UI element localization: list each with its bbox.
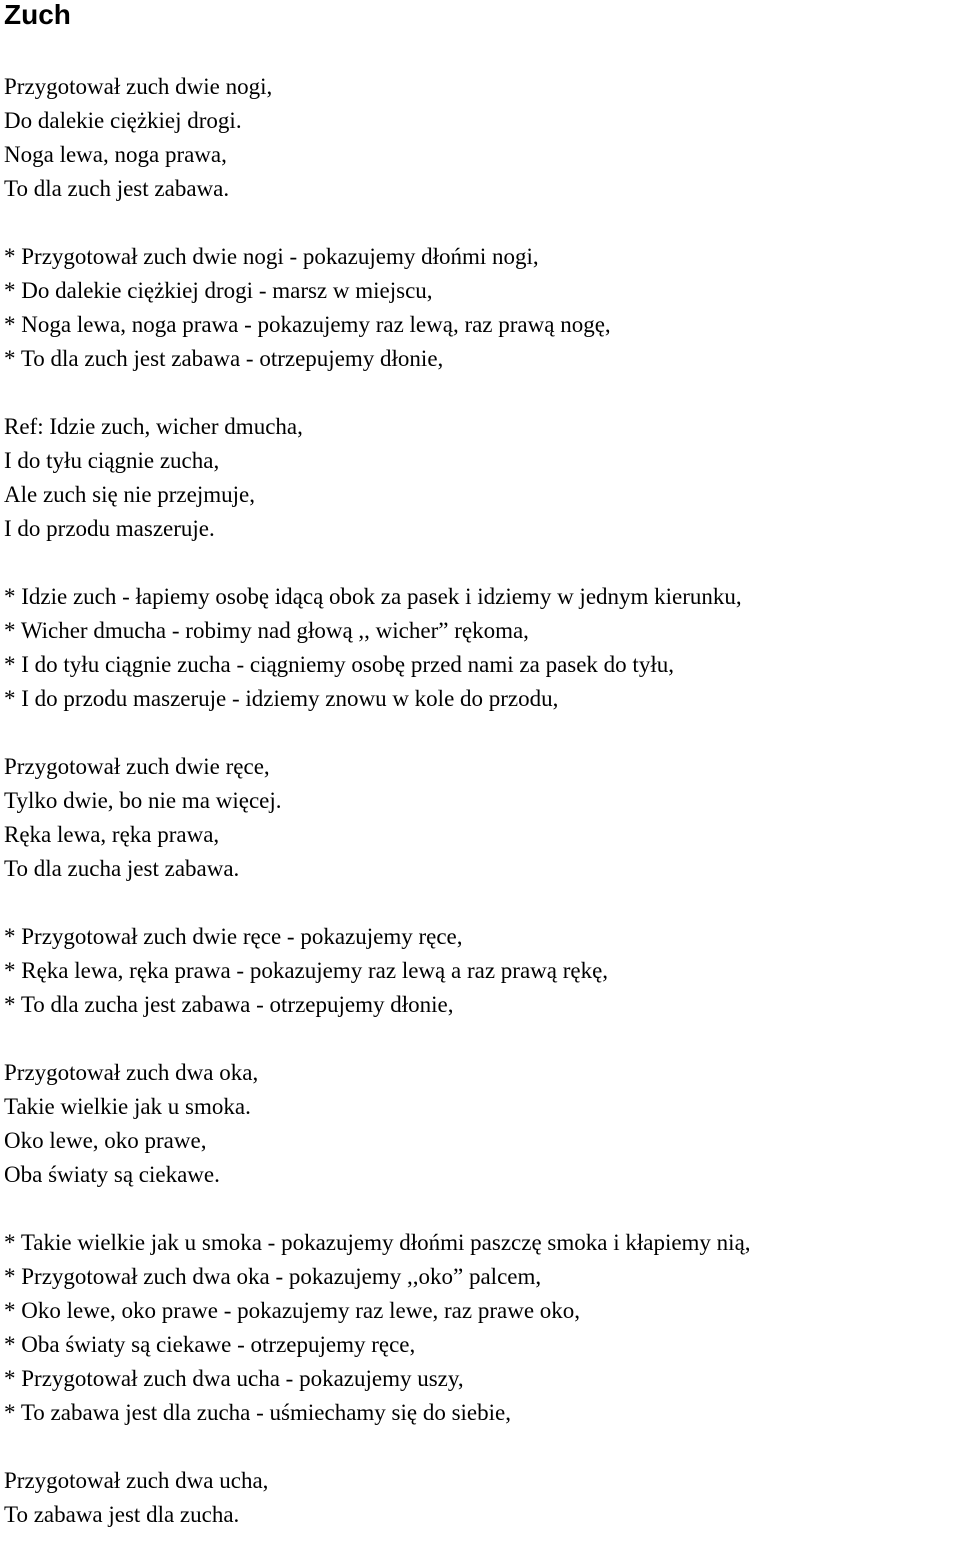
stanza bbox=[4, 750, 956, 886]
stanza bbox=[4, 580, 956, 716]
text-line: * Takie wielkie jak u smoka - pokazujemy dłońmi paszczę smoka i kłapiemy nią, bbox=[4, 1230, 751, 1255]
text-line: * To dla zucha jest zabawa - otrzepujemy dłonie, bbox=[4, 992, 454, 1017]
text-line: Przygotował zuch dwa ucha, bbox=[4, 1468, 269, 1493]
text-line: Ręka lewa, ręka prawa, bbox=[4, 822, 220, 847]
text-line: * Przygotował zuch dwie nogi - pokazujemy dłońmi nogi, bbox=[4, 244, 539, 269]
text-line: * I do tyłu ciągnie zucha - ciągniemy osobę przed nami za pasek do tyłu, bbox=[4, 652, 674, 677]
stanza bbox=[4, 70, 956, 206]
text-line: To dla zuch jest zabawa. bbox=[4, 176, 230, 201]
text-line: I do przodu maszeruje. bbox=[4, 516, 215, 541]
text-line: * Wicher dmucha - robimy nad głową ,, wicher” rękoma, bbox=[4, 618, 529, 643]
document-page bbox=[4, 0, 956, 1566]
stanza bbox=[4, 1464, 956, 1532]
text-line: To dla zucha jest zabawa. bbox=[4, 856, 240, 881]
text-line: * I do przodu maszeruje - idziemy znowu w kole do przodu, bbox=[4, 686, 559, 711]
text-line: * Oko lewe, oko prawe - pokazujemy raz lewe, raz prawe oko, bbox=[4, 1298, 581, 1323]
text-line: Przygotował zuch dwie nogi, bbox=[4, 74, 273, 99]
text-line: Do dalekie ciężkiej drogi. bbox=[4, 108, 242, 133]
stanza bbox=[4, 1226, 956, 1430]
text-line: * To dla zuch jest zabawa - otrzepujemy dłonie, bbox=[4, 346, 444, 371]
text-line: Przygotował zuch dwa oka, bbox=[4, 1060, 259, 1085]
text-line: Ale zuch się nie przejmuje, bbox=[4, 482, 255, 507]
text-line: * Przygotował zuch dwa ucha - pokazujemy uszy, bbox=[4, 1366, 464, 1391]
text-line: Ref: Idzie zuch, wicher dmucha, bbox=[4, 414, 303, 439]
text-line: * Oba światy są ciekawe - otrzepujemy ręce, bbox=[4, 1332, 416, 1357]
text-line: I do tyłu ciągnie zucha, bbox=[4, 448, 220, 473]
stanza bbox=[4, 1056, 956, 1192]
text-line: * To zabawa jest dla zucha - uśmiechamy się do siebie, bbox=[4, 1400, 511, 1425]
page-title: Zuch bbox=[4, 0, 71, 30]
text-line: To zabawa jest dla zucha. bbox=[4, 1502, 240, 1527]
text-line: Oba światy są ciekawe. bbox=[4, 1162, 220, 1187]
text-line: * Do dalekie ciężkiej drogi - marsz w miejscu, bbox=[4, 278, 433, 303]
text-line: * Noga lewa, noga prawa - pokazujemy raz lewą, raz prawą nogę, bbox=[4, 312, 611, 337]
stanza bbox=[4, 920, 956, 1022]
text-line: Przygotował zuch dwie ręce, bbox=[4, 754, 270, 779]
text-line: * Idzie zuch - łapiemy osobę idącą obok za pasek i idziemy w jednym kierunku, bbox=[4, 584, 742, 609]
stanza bbox=[4, 240, 956, 376]
text-line: * Przygotował zuch dwa oka - pokazujemy ,,oko” palcem, bbox=[4, 1264, 542, 1289]
text-line: Tylko dwie, bo nie ma więcej. bbox=[4, 788, 282, 813]
text-line: * Przygotował zuch dwie ręce - pokazujemy ręce, bbox=[4, 924, 463, 949]
text-line: Noga lewa, noga prawa, bbox=[4, 142, 227, 167]
song-text bbox=[4, 70, 956, 1532]
text-line: * Ręka lewa, ręka prawa - pokazujemy raz lewą a raz prawą rękę, bbox=[4, 958, 609, 983]
text-line: Takie wielkie jak u smoka. bbox=[4, 1094, 251, 1119]
text-line: Oko lewe, oko prawe, bbox=[4, 1128, 207, 1153]
stanza bbox=[4, 410, 956, 546]
